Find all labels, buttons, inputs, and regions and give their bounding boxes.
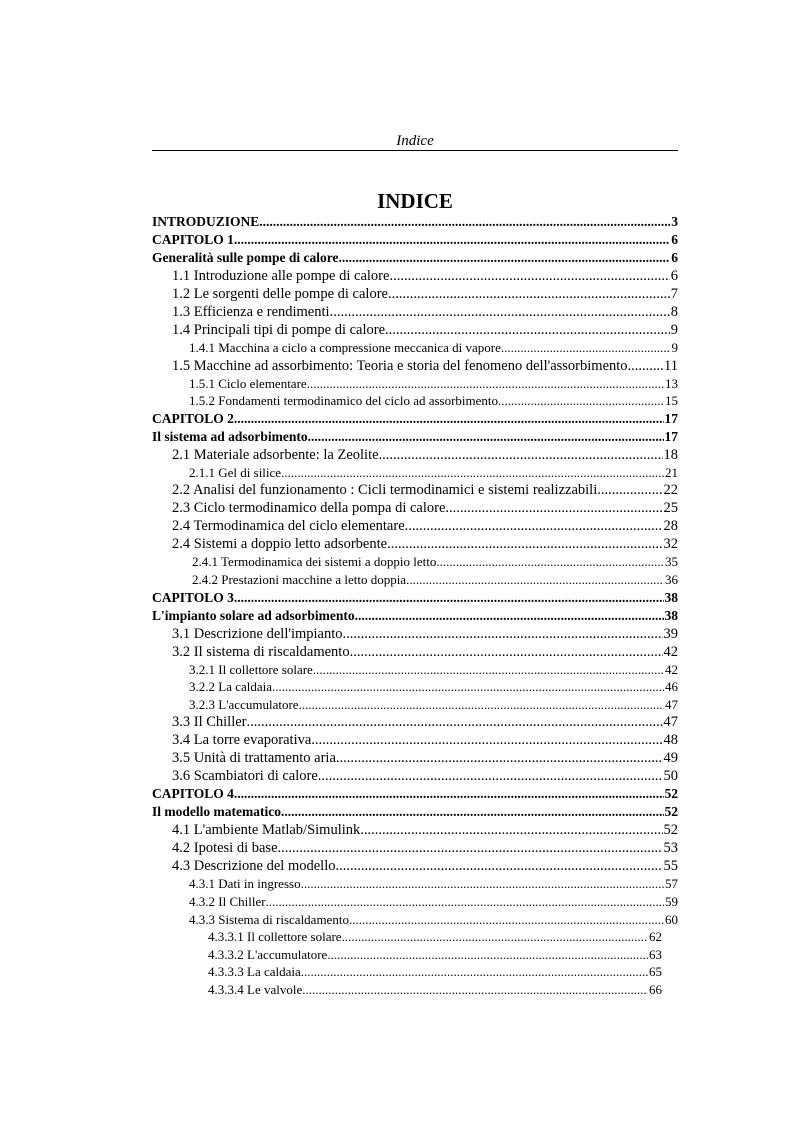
toc-dot-leader <box>308 428 664 446</box>
toc-dot-leader <box>405 517 663 535</box>
toc-entry-title: 1.4 Principali tipi di pompe di calore <box>172 322 386 338</box>
toc-entry-page: 42 <box>665 661 678 677</box>
toc-entry[interactable] <box>152 357 678 375</box>
toc-dot-leader <box>628 357 663 375</box>
toc-entry[interactable] <box>152 981 662 999</box>
toc-entry[interactable] <box>152 321 678 339</box>
toc-entry-title: 2.3 Ciclo termodinamico della pompa di calore <box>172 500 446 517</box>
toc-entry-page: 25 <box>663 500 678 517</box>
toc-entry-title: 4.3 Descrizione del modello <box>172 858 336 875</box>
toc-entry-page: 53 <box>663 840 678 857</box>
toc-dot-leader <box>349 911 664 929</box>
toc-entry-title: 2.4 Sistemi a doppio letto adsorbente <box>172 536 388 553</box>
toc-entry-page: 8 <box>670 304 678 320</box>
toc-entry[interactable] <box>152 446 678 464</box>
toc-dot-leader <box>234 785 664 803</box>
toc-dot-leader <box>388 285 670 303</box>
toc-entry[interactable] <box>152 267 678 285</box>
toc-dot-leader <box>278 839 663 857</box>
toc-entry[interactable] <box>152 963 662 981</box>
table-of-contents <box>152 213 678 999</box>
toc-dot-leader <box>597 481 662 499</box>
toc-entry[interactable] <box>152 213 678 231</box>
toc-entry[interactable] <box>152 249 678 267</box>
toc-entry-page: 6 <box>671 250 678 265</box>
toc-entry[interactable] <box>152 857 678 875</box>
toc-entry-page: 18 <box>663 446 678 463</box>
toc-entry-page: 57 <box>665 876 678 892</box>
toc-entry-page: 11 <box>664 357 678 374</box>
toc-entry-title: CAPITOLO 2 <box>152 410 234 426</box>
toc-entry-title: 1.1 Introduzione alle pompe di calore <box>172 268 390 284</box>
toc-entry[interactable] <box>152 643 678 661</box>
toc-entry[interactable] <box>152 946 662 964</box>
toc-entry[interactable] <box>152 392 678 410</box>
header-rule <box>152 150 678 151</box>
toc-entry[interactable] <box>152 481 678 499</box>
toc-entry[interactable] <box>152 731 678 749</box>
toc-entry-title: 4.3.3.4 Le valvole <box>208 981 303 997</box>
toc-dot-leader <box>318 767 663 785</box>
toc-entry-title: 2.4 Termodinamica del ciclo elementare <box>172 518 405 535</box>
toc-entry[interactable] <box>152 464 678 482</box>
toc-entry-page: 15 <box>665 393 678 409</box>
toc-entry-page: 35 <box>665 554 678 570</box>
toc-dot-leader <box>385 321 670 339</box>
toc-entry[interactable] <box>152 499 678 517</box>
toc-entry[interactable] <box>152 607 678 625</box>
toc-entry[interactable] <box>152 625 678 643</box>
toc-dot-leader <box>406 571 664 589</box>
toc-dot-leader <box>302 981 648 999</box>
toc-dot-leader <box>355 607 664 625</box>
toc-entry[interactable] <box>152 678 678 696</box>
toc-entry[interactable] <box>152 749 678 767</box>
toc-entry-title: 3.2.2 La caldaia <box>189 679 273 695</box>
toc-dot-leader <box>338 249 670 267</box>
toc-entry-page: 3 <box>671 214 678 229</box>
toc-entry[interactable] <box>152 410 678 428</box>
toc-dot-leader <box>266 893 664 911</box>
toc-entry-page: 39 <box>663 625 678 642</box>
toc-entry[interactable] <box>152 928 662 946</box>
toc-dot-leader <box>342 928 648 946</box>
toc-entry-title: 3.3 Il Chiller <box>172 714 247 731</box>
toc-entry[interactable] <box>152 767 678 785</box>
running-header: Indice <box>396 133 434 149</box>
toc-entry-page: 48 <box>663 732 678 749</box>
toc-entry-page: 62 <box>649 929 662 945</box>
toc-entry-title: 2.1 Materiale adsorbente: la Zeolite <box>172 446 379 463</box>
toc-entry-title: CAPITOLO 3 <box>152 589 234 605</box>
toc-entry-title: INTRODUZIONE <box>152 214 260 229</box>
toc-entry-title: 3.6 Scambiatori di calore <box>172 768 318 785</box>
toc-entry-page: 50 <box>663 768 678 785</box>
toc-entry-title: 4.1 L'ambiente Matlab/Simulink <box>172 822 361 839</box>
toc-entry-page: 9 <box>670 322 678 338</box>
toc-entry-page: 17 <box>664 410 678 426</box>
toc-entry-title: 2.4.1 Termodinamica dei sistemi a doppio letto <box>192 554 437 570</box>
toc-dot-leader <box>389 267 669 285</box>
toc-dot-leader <box>445 499 662 517</box>
toc-dot-leader <box>234 231 670 249</box>
toc-entry[interactable] <box>152 571 678 589</box>
toc-entry-title: 3.2.1 Il collettore solare <box>189 661 313 677</box>
toc-entry-page: 47 <box>665 696 678 712</box>
toc-entry[interactable] <box>152 428 678 446</box>
toc-entry-title: Generalità sulle pompe di calore <box>152 250 339 265</box>
toc-dot-leader <box>436 553 664 571</box>
toc-entry-title: 3.2.3 L'accumulatore <box>189 696 299 712</box>
toc-dot-leader <box>281 803 664 821</box>
toc-dot-leader <box>247 713 663 731</box>
toc-entry[interactable] <box>152 553 678 571</box>
toc-entry-title: 4.2 Ipotesi di base <box>172 840 278 857</box>
toc-entry-title: 3.4 La torre evaporativa <box>172 732 312 749</box>
toc-dot-leader <box>379 446 663 464</box>
toc-entry-page: 52 <box>664 804 678 820</box>
toc-entry-page: 17 <box>664 428 678 444</box>
toc-dot-leader <box>313 661 664 679</box>
toc-dot-leader <box>272 678 664 696</box>
toc-entry-title: 4.3.3.1 Il collettore solare <box>208 929 342 945</box>
toc-entry[interactable] <box>152 893 678 911</box>
toc-entry-page: 7 <box>670 286 678 302</box>
toc-entry[interactable] <box>152 696 678 714</box>
toc-dot-leader <box>311 731 662 749</box>
toc-dot-leader <box>301 875 664 893</box>
toc-entry[interactable] <box>152 803 678 821</box>
toc-entry-page: 59 <box>665 893 678 909</box>
toc-dot-leader <box>327 946 648 964</box>
toc-dot-leader <box>259 213 670 231</box>
toc-entry-page: 49 <box>663 750 678 767</box>
toc-entry[interactable] <box>152 839 678 857</box>
toc-entry-page: 65 <box>649 964 662 980</box>
toc-entry-title: 1.4.1 Macchina a ciclo a compressione meccanica di vapore <box>189 340 501 355</box>
toc-entry-page: 55 <box>663 858 678 875</box>
toc-dot-leader <box>234 589 664 607</box>
toc-dot-leader <box>343 625 663 643</box>
toc-entry[interactable] <box>152 875 678 893</box>
toc-entry-page: 32 <box>663 536 678 553</box>
toc-entry-title: 2.2 Analisi del funzionamento : Cicli termodinamici e sistemi realizzabili <box>172 482 598 499</box>
toc-entry-page: 63 <box>649 946 662 962</box>
toc-dot-leader <box>501 339 671 357</box>
toc-entry-title: 1.5 Macchine ad assorbimento: Teoria e storia del fenomeno dell'assorbimento <box>172 357 628 374</box>
toc-entry[interactable] <box>152 821 678 839</box>
toc-entry-title: 1.5.1 Ciclo elementare <box>189 375 307 391</box>
toc-entry-page: 47 <box>663 714 678 731</box>
toc-title: INDICE <box>377 189 453 213</box>
toc-entry-page: 38 <box>664 589 678 605</box>
toc-dot-leader <box>234 410 664 428</box>
toc-entry[interactable] <box>152 535 678 553</box>
toc-dot-leader <box>335 857 662 875</box>
toc-entry-page: 46 <box>665 679 678 695</box>
toc-entry[interactable] <box>152 589 678 607</box>
toc-entry[interactable] <box>152 231 678 249</box>
toc-entry-page: 6 <box>671 232 678 247</box>
toc-entry[interactable] <box>152 517 678 535</box>
toc-dot-leader <box>498 392 664 410</box>
toc-entry[interactable] <box>152 375 678 393</box>
toc-entry-page: 13 <box>665 375 678 391</box>
toc-entry[interactable] <box>152 713 678 731</box>
toc-entry[interactable] <box>152 339 678 357</box>
toc-entry-page: 60 <box>665 911 678 927</box>
toc-entry-title: 4.3.2 Il Chiller <box>189 893 266 909</box>
toc-entry-title: CAPITOLO 1 <box>152 232 234 247</box>
toc-entry-title: 4.3.1 Dati in ingresso <box>189 876 301 892</box>
toc-entry-page: 38 <box>664 607 678 623</box>
toc-dot-leader <box>301 963 648 981</box>
toc-entry-title: 1.5.2 Fondamenti termodinamico del ciclo ad assorbimento <box>189 393 499 409</box>
toc-dot-leader <box>336 749 663 767</box>
toc-dot-leader <box>330 303 670 321</box>
toc-entry-page: 6 <box>670 268 678 284</box>
toc-dot-leader <box>350 643 663 661</box>
toc-entry-page: 28 <box>663 518 678 535</box>
toc-entry-title: 3.2 Il sistema di riscaldamento <box>172 643 350 660</box>
toc-entry-page: 21 <box>665 464 678 480</box>
toc-dot-leader <box>281 464 664 482</box>
toc-entry-title: 2.1.1 Gel di silice <box>189 464 282 480</box>
toc-dot-leader <box>360 821 662 839</box>
toc-entry[interactable] <box>152 785 678 803</box>
toc-dot-leader <box>387 535 662 553</box>
toc-entry-title: 3.1 Descrizione dell'impianto <box>172 625 343 642</box>
toc-entry-title: 3.5 Unità di trattamento aria <box>172 750 336 767</box>
toc-entry-page: 36 <box>665 571 678 587</box>
toc-entry-page: 42 <box>663 643 678 660</box>
toc-entry-page: 66 <box>649 981 662 997</box>
toc-entry[interactable] <box>152 911 678 929</box>
toc-entry[interactable] <box>152 661 678 679</box>
toc-entry-page: 9 <box>671 340 678 355</box>
toc-entry-page: 22 <box>663 482 678 499</box>
toc-entry-title: 1.3 Efficienza e rendimenti <box>172 304 330 320</box>
toc-entry-page: 52 <box>664 786 678 802</box>
toc-entry-title: 4.3.3.2 L'accumulatore <box>208 946 328 962</box>
toc-entry-title: 1.2 Le sorgenti delle pompe di calore <box>172 286 388 302</box>
toc-dot-leader <box>307 375 664 393</box>
toc-entry-title: Il sistema ad adsorbimento <box>152 428 308 444</box>
toc-entry[interactable] <box>152 285 678 303</box>
toc-entry-title: 4.3.3.3 La caldaia <box>208 964 301 980</box>
toc-dot-leader <box>299 696 664 714</box>
toc-entry-title: 4.3.3 Sistema di riscaldamento <box>189 911 349 927</box>
toc-entry-title: Il modello matematico <box>152 804 281 820</box>
toc-entry-title: CAPITOLO 4 <box>152 786 234 802</box>
toc-entry[interactable] <box>152 303 678 321</box>
toc-entry-title: L'impianto solare ad adsorbimento <box>152 607 355 623</box>
toc-entry-title: 2.4.2 Prestazioni macchine a letto doppia <box>192 571 407 587</box>
toc-entry-page: 52 <box>663 822 678 839</box>
